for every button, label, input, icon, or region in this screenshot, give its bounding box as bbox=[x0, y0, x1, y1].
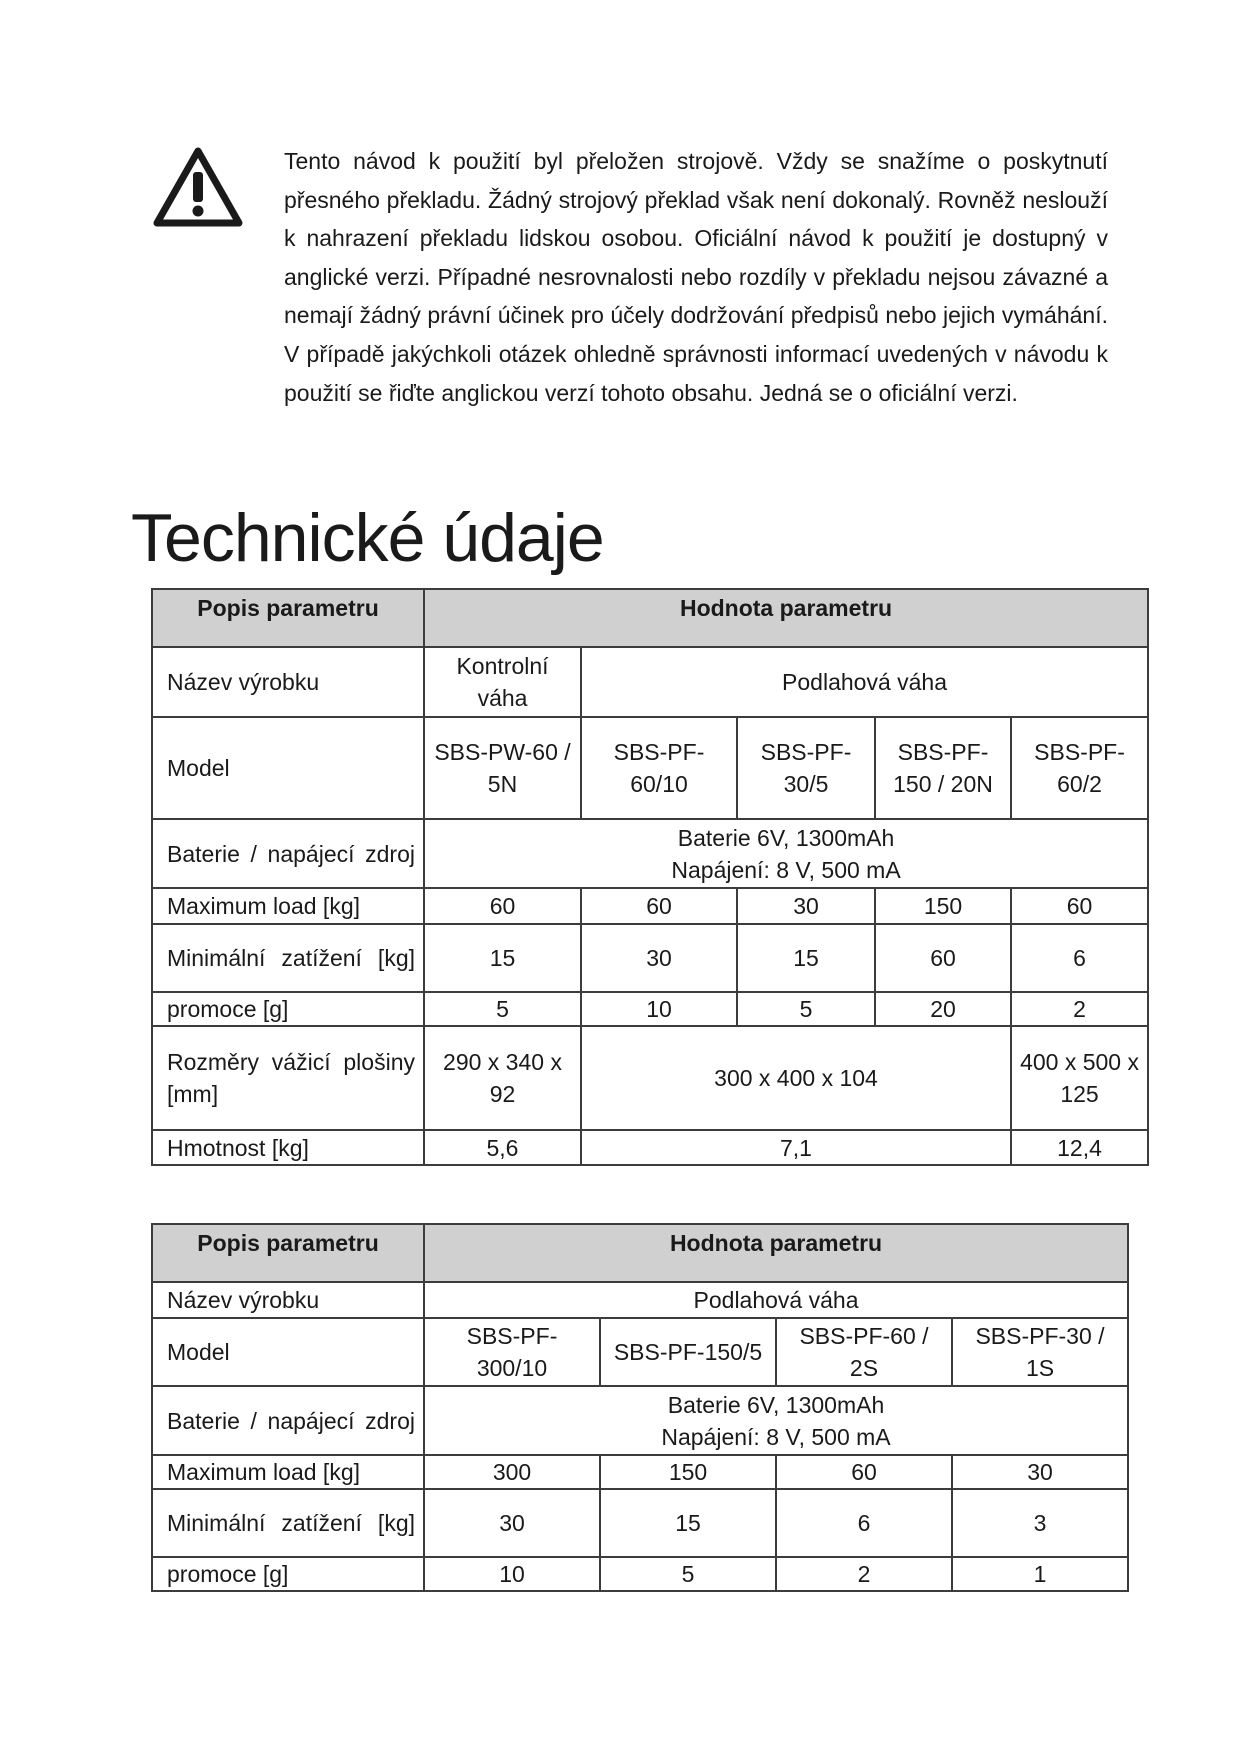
table-header-row bbox=[152, 589, 1148, 647]
row-label: Baterie / napájecí zdroj bbox=[152, 1386, 424, 1455]
cell bbox=[424, 1386, 1128, 1455]
cell: SBS-PF-60/2 bbox=[1011, 717, 1148, 819]
table-row bbox=[152, 819, 1148, 888]
row-label: Baterie / napájecí zdroj bbox=[152, 819, 424, 888]
cell: 60 bbox=[1011, 888, 1148, 924]
row-label: Název výrobku bbox=[152, 647, 424, 717]
cell: SBS-PF-300/10 bbox=[424, 1318, 600, 1386]
cell: 400 x 500 x 125 bbox=[1011, 1026, 1148, 1130]
cell: 60 bbox=[424, 888, 581, 924]
cell: 5 bbox=[600, 1557, 776, 1591]
cell: 15 bbox=[600, 1489, 776, 1557]
cell: SBS-PF-150/5 bbox=[600, 1318, 776, 1386]
cell: Kontrolní váha bbox=[424, 647, 581, 717]
table-row bbox=[152, 647, 1148, 717]
table-row bbox=[152, 924, 1148, 992]
cell: 1 bbox=[952, 1557, 1128, 1591]
page-title: Technické údaje bbox=[131, 500, 604, 576]
row-label: Minimální zatížení [kg] bbox=[152, 1489, 424, 1557]
cell: 6 bbox=[1011, 924, 1148, 992]
row-label: Maximum load [kg] bbox=[152, 888, 424, 924]
cell: 150 bbox=[600, 1455, 776, 1489]
cell: 60 bbox=[875, 924, 1011, 992]
cell: 30 bbox=[952, 1455, 1128, 1489]
cell: SBS-PF-60/10 bbox=[581, 717, 737, 819]
machine-translation-notice: Tento návod k použití byl přeložen strojově. Vždy se snažíme o poskytnutí přesného překladu. Žádný strojový překlad však není dokonalý. Rovněž neslouží k nahrazení překladu lidskou osobou. Oficiální návod k použití je dostupný v anglické verzi. Případné nesrovnalosti nebo rozdíly v překladu nejsou závazné a nemají žádný právní účinek pro účely dodržování předpisů nebo jejich vymáhání. V případě jakýchkoli otázek ohledně správnosti informací uvedených v návodu k použití se řiďte anglickou verzí tohoto obsahu. Jedná se o oficiální verzi. bbox=[284, 148, 1108, 406]
row-label: Rozměry vážicí plošiny [mm] bbox=[152, 1026, 424, 1130]
param-header: Popis parametru bbox=[152, 589, 424, 647]
warning-triangle-icon bbox=[152, 146, 244, 228]
row-label: promoce [g] bbox=[152, 1557, 424, 1591]
value-header: Hodnota parametru bbox=[424, 1224, 1128, 1282]
table-row bbox=[152, 1557, 1128, 1591]
cell: 300 bbox=[424, 1455, 600, 1489]
cell: 7,1 bbox=[581, 1130, 1011, 1165]
row-label: Minimální zatížení [kg] bbox=[152, 924, 424, 992]
spec-table-2 bbox=[151, 1223, 1129, 1592]
power-line: Napájení: 8 V, 500 mA bbox=[671, 856, 901, 883]
row-label: Název výrobku bbox=[152, 1282, 424, 1318]
cell: 15 bbox=[424, 924, 581, 992]
cell: 2 bbox=[1011, 992, 1148, 1026]
row-label: Model bbox=[152, 1318, 424, 1386]
cell: 5 bbox=[737, 992, 875, 1026]
cell: 5,6 bbox=[424, 1130, 581, 1165]
cell: SBS-PF-60 / 2S bbox=[776, 1318, 952, 1386]
cell: 12,4 bbox=[1011, 1130, 1148, 1165]
row-label: Model bbox=[152, 717, 424, 819]
cell: 60 bbox=[776, 1455, 952, 1489]
cell: SBS-PW-60 / 5N bbox=[424, 717, 581, 819]
cell: 20 bbox=[875, 992, 1011, 1026]
table-row bbox=[152, 1318, 1128, 1386]
table-row bbox=[152, 717, 1148, 819]
cell: Podlahová váha bbox=[424, 1282, 1128, 1318]
cell bbox=[424, 819, 1148, 888]
table-row bbox=[152, 992, 1148, 1026]
row-label: Hmotnost [kg] bbox=[152, 1130, 424, 1165]
table-header-row bbox=[152, 1224, 1128, 1282]
table-row bbox=[152, 1386, 1128, 1455]
cell: Podlahová váha bbox=[581, 647, 1148, 717]
table-row bbox=[152, 1489, 1128, 1557]
cell: 15 bbox=[737, 924, 875, 992]
row-label: promoce [g] bbox=[152, 992, 424, 1026]
table-row bbox=[152, 1455, 1128, 1489]
param-header: Popis parametru bbox=[152, 1224, 424, 1282]
cell: 10 bbox=[424, 1557, 600, 1591]
cell: 6 bbox=[776, 1489, 952, 1557]
cell: 2 bbox=[776, 1557, 952, 1591]
cell: 30 bbox=[737, 888, 875, 924]
cell: 5 bbox=[424, 992, 581, 1026]
cell: 3 bbox=[952, 1489, 1128, 1557]
cell: SBS-PF-150 / 20N bbox=[875, 717, 1011, 819]
table-row bbox=[152, 1282, 1128, 1318]
row-label: Maximum load [kg] bbox=[152, 1455, 424, 1489]
cell: 300 x 400 x 104 bbox=[581, 1026, 1011, 1130]
table-row bbox=[152, 1130, 1148, 1165]
battery-line: Baterie 6V, 1300mAh bbox=[677, 824, 895, 851]
power-line: Napájení: 8 V, 500 mA bbox=[661, 1423, 891, 1450]
value-header: Hodnota parametru bbox=[424, 589, 1148, 647]
table-row bbox=[152, 1026, 1148, 1130]
cell: 30 bbox=[424, 1489, 600, 1557]
battery-line: Baterie 6V, 1300mAh bbox=[667, 1391, 885, 1418]
cell: 10 bbox=[581, 992, 737, 1026]
cell: 30 bbox=[581, 924, 737, 992]
cell: 290 x 340 x 92 bbox=[424, 1026, 581, 1130]
table-row bbox=[152, 888, 1148, 924]
cell: SBS-PF-30 / 1S bbox=[952, 1318, 1128, 1386]
cell: 60 bbox=[581, 888, 737, 924]
spec-table-1 bbox=[151, 588, 1149, 1166]
cell: 150 bbox=[875, 888, 1011, 924]
cell: SBS-PF-30/5 bbox=[737, 717, 875, 819]
